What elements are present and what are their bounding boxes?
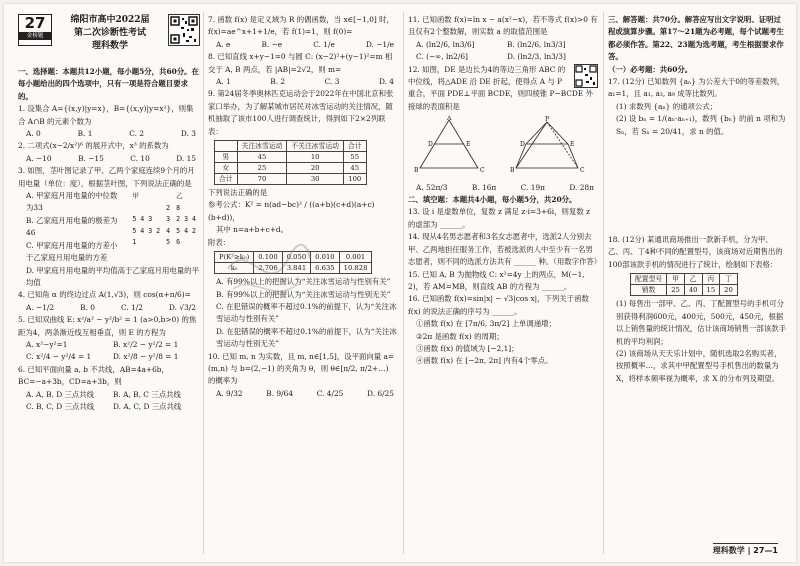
option-d: D. x²/8 − y²/8 = 1	[113, 352, 179, 362]
question-3-body	[18, 190, 200, 289]
option-d: D. 4	[378, 77, 394, 87]
stem-cell: 4	[166, 226, 171, 235]
table-header-cell: 0.050	[282, 252, 310, 263]
table-cell: 10.828	[339, 263, 372, 274]
exam-sheet	[4, 4, 796, 562]
question-1-options	[18, 128, 200, 140]
question-2: 2. 二项式(x−2/x²)⁶ 的展开式中，x³ 的系数为	[18, 141, 169, 151]
option-c: C. B, C, D 三点共线	[26, 401, 95, 411]
svg-text:E: E	[570, 141, 575, 149]
table-header-cell: 丙	[702, 274, 720, 285]
table-cell: 30	[287, 174, 344, 185]
question-18-part-2: (2) 该商场从天天乐计划中，随机选取2名购买者，按照概率…，求其中甲配置型号手机售出的数量为 X，将样本频率视为概率，求 X 的分布列及期望。	[616, 348, 782, 383]
table-cell: 15	[702, 285, 720, 296]
question-12-text: 12. 如图，DE 是边长为4的等边三角形 ABC 的中位线，将△ADE 沿 DE 折起，使得点 A 与 P 重合，平面 PDE⊥平面 BCDE，则四棱锥 P−BCDE 外接球的表面积是	[408, 64, 593, 111]
option-a: A. −10	[26, 153, 52, 163]
option-c: C. 19π	[520, 182, 545, 192]
statement-3: ③函数 f(x) 的值域为 [−2,1]；	[416, 343, 519, 353]
question-15: 15. 已知 A, B 为抛物线 C: x²=4y 上的两点，M(−1, 2)，若 AM=MB，则直线 AB 的方程为 ______。	[408, 269, 585, 291]
option-b: B. 0	[80, 302, 95, 312]
question-10-options	[208, 388, 398, 400]
column-2	[208, 14, 398, 400]
table-cell: 男	[215, 152, 238, 163]
option-b: B. 9/64	[266, 388, 294, 398]
statement-1: ①函数 f(x) 在 [7π/6, 3π/2] 上单调递增；	[416, 319, 556, 329]
option-a: A. 52π/3	[416, 182, 448, 192]
table-row	[215, 163, 367, 174]
question-7-options	[208, 39, 398, 51]
stem-cell: 8	[176, 203, 181, 212]
question-17-part-2: (2) 设 bₙ = 1/(aₙ·aₙ₊₁)，数列 {bₙ} 的前 n 项和为 Sₙ，若 Sₙ = 20/41，求 n 的值。	[616, 114, 786, 136]
table-header-cell: 合计	[343, 141, 366, 152]
svg-text:C: C	[480, 167, 485, 175]
svg-text:P: P	[545, 116, 550, 124]
stem-cell: 5 4 3	[132, 215, 153, 224]
question-8-options	[208, 76, 398, 88]
stem-cell: 6	[176, 238, 181, 247]
table-header-cell: 甲	[667, 274, 685, 285]
contingency-table	[214, 140, 367, 185]
table-cell: k₀	[215, 263, 254, 274]
option-c: C. (−∞, ln2/6]	[416, 52, 468, 62]
table-cell: 10	[287, 152, 344, 163]
table-cell: 55	[343, 152, 366, 163]
option-b: B. A, B, C 三点共线	[113, 389, 181, 399]
table-cell: 100	[343, 174, 366, 185]
appendix-label: 附表：	[208, 237, 231, 247]
table-header-cell: 配置型号	[631, 274, 667, 285]
badge-tag: 金榜题	[19, 32, 51, 40]
statement-2: ②2π 是函数 f(x) 的周期；	[416, 331, 504, 341]
section-1-heading: 一、选择题：本题共12小题，每小题5分，共60分。在每小题给出的四个选项中，只有一项是符合题目要求的。	[18, 67, 199, 101]
table-cell: 25	[237, 163, 287, 174]
table-header-cell: 0.100	[254, 252, 282, 263]
question-7: 7. 函数 f(x) 是定义域为 R 的偶函数，当 x∈[−1,0] 时，f(x)=ae^x+1+1/e，若 f(1)=1，则 f(0)=	[208, 15, 394, 37]
table-cell: 2.706	[254, 263, 282, 274]
page-number: 27—1	[753, 546, 778, 555]
question-5: 5. 已知双曲线 E: x²/a² − y²/b² = 1 (a>0,b>0) 的焦距为4，两条渐近线互相垂直，则 E 的方程为	[18, 315, 197, 337]
exam-header	[18, 14, 200, 66]
option-d: D. A, C, D 三点共线	[113, 401, 182, 411]
table-cell: 20	[720, 285, 738, 296]
option-a: A. 0	[26, 129, 41, 139]
question-6: 6. 已知平面向量 a, b 不共线，AB=4a+6b，BC=−a+3b，CD=a+3b，则	[18, 364, 169, 387]
option-c: C. 3	[324, 77, 340, 87]
table-header-cell: 0.010	[311, 252, 339, 263]
table-cell: 3.841	[282, 263, 310, 274]
question-10: 10. 已知 m, n 为实数，且 m, n∈[1,5]，设平面向量 a=(m,n) 与 b=(2,−1) 的夹角为 θ，则 θ∈[π/2, π/2+…) 的概率为	[208, 351, 395, 386]
option-d: D. −1/e	[365, 39, 394, 49]
option-a: A. 1	[216, 77, 231, 87]
option-d: D. 15	[176, 153, 196, 163]
reference-formula: 参考公式：K² = n(ad−bc)² / ((a+b)(c+d)(a+c)(b+d))，	[208, 200, 375, 222]
question-9: 9. 第24届冬季奥林匹克运动会于2022年在中国北京和张家口举办，为了解某城市居民对冰雪运动的关注情况，随机抽取了该市100人进行调查统计，得到如下2×2列联表：	[208, 89, 394, 136]
option-c: C. 1/e	[313, 39, 335, 49]
option-b: B. 乙家庭月用电量的极差为46	[26, 215, 118, 238]
stem-head-mid	[164, 192, 172, 202]
table-cell: 6.635	[311, 263, 339, 274]
column-divider	[603, 12, 604, 554]
option-d: D. 6/25	[367, 388, 394, 398]
option-c: C. 甲家庭月用电量的方差小于乙家庭月用电量的方差	[26, 240, 118, 263]
question-13: 13. 设 i 是虚数单位，复数 z 满足 z·i=3+6i，则复数 z 的虚部为 ______。	[408, 207, 590, 229]
question-2-options	[18, 153, 200, 165]
svg-text:D: D	[520, 141, 525, 149]
option-a: A. 甲家庭月用电量的中位数为33	[26, 191, 118, 213]
stem-cell: 2	[166, 203, 171, 212]
exam-title	[56, 14, 164, 53]
svg-text:B: B	[510, 167, 515, 175]
svg-text:B: B	[414, 167, 419, 175]
option-b: B. 2	[270, 77, 286, 87]
svg-text:E: E	[466, 141, 471, 149]
option-c: C. 4/25	[316, 388, 344, 398]
stem-leaf-plot	[128, 190, 200, 250]
stem-head-yi: 乙	[176, 192, 183, 201]
option-a: A. A, B, D 三点共线	[26, 389, 95, 399]
title-line-2: 第二次诊断性考试	[73, 28, 146, 38]
option-a: A. 有99%以上的把握认为“关注冰雪运动与性别有关”	[216, 277, 391, 287]
option-b: B. −15	[78, 153, 104, 163]
title-line-3: 理科数学	[91, 41, 128, 51]
table-cell: 合计	[215, 174, 238, 185]
svg-text:D: D	[428, 141, 433, 149]
stem-cell	[130, 204, 162, 214]
option-a: A. x²−y²=1	[26, 339, 68, 349]
stem-cell: 1	[132, 238, 137, 247]
table-header-cell: 不关注冰雪运动	[287, 141, 344, 152]
question-11-options	[408, 39, 598, 64]
column-4	[608, 14, 786, 385]
question-11: 11. 已知函数 f(x)=ln x − a(x²−x)，若不等式 f(x)>0 有且仅有2个整数解，则实数 a 的取值范围是	[408, 15, 598, 37]
section-3a-heading: （一）必考题：共60分。	[608, 64, 693, 74]
option-b: B. (ln2/6, ln3/3]	[507, 39, 566, 49]
question-8: 8. 已知直线 x+y−1=0 与圆 C: (x−2)²+(y−1)²=m 相交于 A, B 两点，若 |AB|=2√2，则 m=	[208, 52, 393, 74]
table-cell: 女	[215, 163, 238, 174]
question-1: 1. 设集合 A={(x,y)|y=x}，B={(x,y)|y=x²}，则集合 A∩B 的元素个数为	[18, 104, 194, 126]
stem-cell: 5 4 2	[176, 226, 196, 235]
paper-number: 27	[24, 14, 46, 32]
watermark-scribble	[218, 229, 318, 309]
option-c: C. 在犯错误的概率不超过0.1%的前提下，认为“关注冰雪运动与性别有关”	[216, 301, 397, 324]
option-c: C. x²/4 − y²/4 = 1	[26, 352, 92, 362]
stem-cell: 5 4 3 2	[132, 226, 161, 235]
table-cell: 销数	[631, 285, 667, 296]
folding-triangle-figure	[408, 116, 588, 174]
question-17-part-1: (1) 求数列 {aₙ} 的通项公式；	[616, 101, 718, 111]
question-9-prompt: 下列说法正确的是	[208, 188, 268, 198]
option-b: B. x²/2 − y²/2 = 1	[113, 339, 179, 349]
question-5-options	[18, 339, 200, 364]
option-d: D. 3	[180, 129, 196, 139]
question-12	[408, 64, 598, 114]
table-cell: 20	[287, 163, 344, 174]
table-row	[215, 174, 367, 185]
section-2-heading: 二、填空题：本题共4小题，每小题5分，共20分。	[408, 195, 577, 205]
table-cell: 25	[667, 285, 685, 296]
option-d: D. √3/2	[169, 302, 196, 312]
table-header-cell: 丁	[720, 274, 738, 285]
question-18: 18. (12分) 某通讯商场推出一款新手机，分为甲、乙、丙、丁4种不同的配置型号，该商场对近期售出的100部该款手机的情况进行了统计，绘制如下表格：	[608, 235, 783, 269]
stem-head-jia: 甲	[132, 192, 139, 201]
option-b: B. 有99%以上的把握认为“关注冰雪运动与性别无关”	[216, 289, 391, 299]
table-cell: 45	[237, 152, 287, 163]
table-cell: 40	[684, 285, 702, 296]
option-b: B. −e	[261, 39, 283, 49]
qr-code-icon	[168, 14, 200, 46]
option-b: B. 1	[77, 129, 93, 139]
section-3-heading: 三、解答题：共70分。解答应写出文字说明、证明过程或演算步骤。第17～21题为必考题，每个试题考生都必须作答。第22、23题为选考题，考生根据要求作答。	[608, 15, 784, 62]
question-17: 17. (12分) 已知数列 {aₙ} 为公差大于0的等差数列，a₁=1，且 a₁, a₃, a₉ 成等比数列。	[608, 77, 785, 99]
column-1	[18, 14, 200, 413]
question-16: 16. 已知函数 f(x)=sin|x| − √3|cos x|，下列关于函数 f(x) 的说法正确的序号为 ______。	[408, 294, 589, 316]
question-3: 3. 如图，茎叶图记录了甲、乙两个家庭连续9个月的月用电量（单位：度），根据茎叶图，下列说法正确的是	[18, 166, 195, 188]
option-c: C. 1/2	[121, 302, 143, 312]
table-row	[631, 285, 738, 296]
table-header-cell: 0.001	[339, 252, 372, 263]
stem-cell: 5	[166, 238, 171, 247]
question-14: 14. 现从4名男志愿者和3名女志愿者中，选派2人分别去甲、乙两地担任服务工作，若被选派的人中至少有一名男志愿者，则不同的选派方法共有 ______ 种。（用数字作答）	[408, 232, 602, 267]
option-a: A. −1/2	[26, 302, 55, 312]
option-c: C. 10	[130, 153, 150, 163]
question-4: 4. 已知角 α 的终边过点 A(1,√3)，则 cos(α+π/6)=	[18, 290, 191, 300]
paper-number-badge	[18, 14, 52, 46]
option-c: C. 2	[129, 129, 145, 139]
column-divider	[203, 12, 204, 554]
table-cell: 70	[237, 174, 287, 185]
svg-text:C: C	[580, 167, 585, 175]
table-header-cell: 关注冰雪运动	[237, 141, 287, 152]
column-3	[408, 14, 602, 368]
qr-code-icon	[574, 64, 598, 88]
option-a: A. e	[216, 39, 231, 49]
question-12-options	[408, 182, 598, 194]
table-header-cell: P(K²≥k₀)	[215, 252, 254, 263]
option-b: B. 16π	[471, 182, 497, 192]
column-divider	[403, 12, 404, 554]
answer-space	[608, 138, 786, 234]
svg-text:A: A	[447, 116, 452, 123]
page-footer: 理科数学 | 27—1	[713, 543, 778, 556]
option-d: D. 甲家庭月用电量的平均值高于乙家庭月用电量的平均值	[26, 265, 199, 287]
table-header-cell: 乙	[684, 274, 702, 285]
stem-cell: 3	[166, 215, 171, 224]
question-4-options	[18, 302, 200, 314]
table-header-cell	[215, 141, 238, 152]
question-18-part-1: (1) 每售出一部甲、乙、丙、丁配置型号的手机可分别获得利润600元，400元，500元，450元，根据以上销售量的统计情况，估计该商场销售一部该款手机的平均利润；	[616, 299, 786, 346]
reference-formula-note: 其中 n=a+b+c+d。	[216, 225, 289, 235]
option-a: A. 9/32	[216, 388, 243, 398]
table-cell: 45	[343, 163, 366, 174]
table-row	[215, 152, 367, 163]
option-a: A. (ln2/6, ln3/6]	[416, 39, 475, 49]
option-d: D. 在犯错误的概率不超过0.1%的前提下，认为“关注冰雪运动与性别无关”	[216, 326, 397, 349]
title-line-1: 绵阳市高中2022届	[70, 15, 150, 25]
option-d: D. (ln2/3, ln3/3]	[507, 52, 566, 62]
statement-4: ④函数 f(x) 在 [−2π, 2π] 内有4个零点。	[416, 356, 553, 366]
question-6-options	[18, 389, 200, 414]
footer-subject: 理科数学	[712, 546, 745, 555]
stem-cell: 2 3 4	[176, 215, 196, 224]
sales-table	[630, 273, 738, 296]
option-d: D. 28π	[569, 182, 594, 192]
